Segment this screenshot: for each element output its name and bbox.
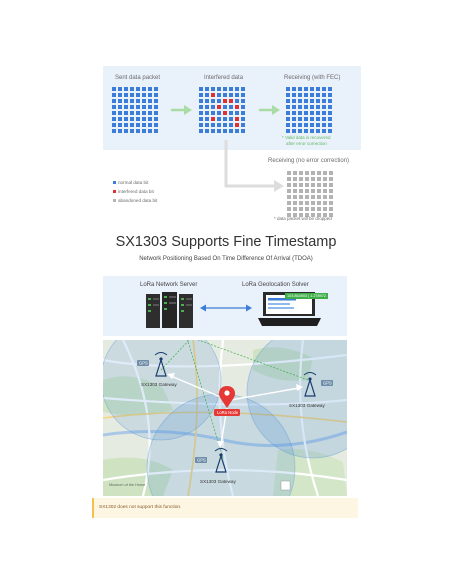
data-bit <box>293 171 297 175</box>
arrow-right-icon <box>258 103 282 117</box>
data-bit <box>199 87 203 91</box>
data-bit <box>287 183 291 187</box>
data-bit <box>199 93 203 97</box>
data-bit <box>229 87 233 91</box>
data-bit <box>223 99 227 103</box>
data-bit <box>154 117 158 121</box>
legend-interfered <box>113 189 154 194</box>
data-bit <box>310 123 314 127</box>
section-title: SX1303 Supports Fine Timestamp <box>115 234 337 250</box>
data-bit <box>292 111 296 115</box>
data-bit <box>154 99 158 103</box>
data-bit <box>205 87 209 91</box>
data-bit <box>323 195 327 199</box>
solver-coordinates-badge: 103.864903 | 1.278972 <box>287 294 326 298</box>
data-bit <box>287 189 291 193</box>
data-bit <box>112 129 116 133</box>
data-bit <box>199 117 203 121</box>
received-fec-grid <box>286 87 336 137</box>
data-bit <box>304 93 308 97</box>
data-bit <box>142 87 146 91</box>
no-fec-label: Receiving (no error correction) <box>268 158 350 164</box>
data-bit <box>317 195 321 199</box>
data-bit <box>299 171 303 175</box>
data-bit <box>286 111 290 115</box>
data-bit <box>148 129 152 133</box>
data-bit <box>241 123 245 127</box>
data-bit <box>235 93 239 97</box>
data-bit <box>118 129 122 133</box>
data-bit <box>317 189 321 193</box>
data-bit <box>311 177 315 181</box>
data-bit <box>299 207 303 211</box>
data-bit <box>112 105 116 109</box>
data-bit <box>304 99 308 103</box>
data-bit <box>205 117 209 121</box>
data-bit <box>323 177 327 181</box>
data-bit <box>293 201 297 205</box>
data-bit <box>304 111 308 115</box>
data-bit <box>142 111 146 115</box>
data-bit <box>154 93 158 97</box>
arrow-right-icon <box>170 103 194 117</box>
data-bit <box>310 105 314 109</box>
notice-banner <box>92 498 358 518</box>
data-bit <box>148 93 152 97</box>
server-label: LoRa Network Server <box>140 282 198 288</box>
data-bit <box>286 105 290 109</box>
data-bit <box>323 183 327 187</box>
data-bit <box>298 105 302 109</box>
data-bit <box>286 87 290 91</box>
data-bit <box>124 99 128 103</box>
data-bit <box>316 105 320 109</box>
data-bit <box>322 129 326 133</box>
data-bit <box>130 93 134 97</box>
data-bit <box>298 87 302 91</box>
sent-packet-label: Sent data packet <box>115 75 161 81</box>
data-bit <box>293 195 297 199</box>
data-bit <box>299 195 303 199</box>
data-bit <box>328 129 332 133</box>
data-bit <box>310 99 314 103</box>
data-bit <box>223 93 227 97</box>
data-bit <box>199 111 203 115</box>
data-bit <box>136 117 140 121</box>
data-bit <box>217 105 221 109</box>
data-bit <box>305 195 309 199</box>
data-bit <box>305 183 309 187</box>
data-bit <box>299 201 303 205</box>
data-bit <box>241 87 245 91</box>
data-bit <box>322 105 326 109</box>
data-bit <box>136 111 140 115</box>
data-bit <box>199 105 203 109</box>
data-bit <box>293 207 297 211</box>
data-bit <box>199 99 203 103</box>
data-bit <box>235 129 239 133</box>
data-bit <box>217 129 221 133</box>
gps-text: GPS <box>139 360 148 366</box>
data-bit <box>292 123 296 127</box>
data-bit <box>142 117 146 121</box>
data-bit <box>124 123 128 127</box>
data-bit <box>112 123 116 127</box>
gps-text: GPS <box>197 457 206 463</box>
data-bit <box>241 129 245 133</box>
data-bit <box>311 183 315 187</box>
legend-normal <box>113 180 148 185</box>
data-bit <box>317 177 321 181</box>
dropped-data-grid <box>287 171 337 221</box>
data-bit <box>311 189 315 193</box>
data-bit <box>310 129 314 133</box>
data-bit <box>211 87 215 91</box>
data-bit <box>329 171 333 175</box>
data-bit <box>311 195 315 199</box>
data-bit <box>328 123 332 127</box>
data-bit <box>317 207 321 211</box>
data-bit <box>328 93 332 97</box>
solver-label: LoRa Geolocation Solver <box>242 282 309 288</box>
data-bit <box>229 117 233 121</box>
data-bit <box>328 87 332 91</box>
fec-note-line1: * Valid data is recovered <box>282 135 331 140</box>
data-bit <box>298 99 302 103</box>
data-bit <box>217 93 221 97</box>
data-bit <box>124 117 128 121</box>
data-bit <box>130 87 134 91</box>
gateway-label: SX1303 Gateway <box>200 479 236 484</box>
data-bit <box>118 99 122 103</box>
data-bit <box>235 117 239 121</box>
data-bit <box>241 117 245 121</box>
data-bit <box>136 129 140 133</box>
data-bit <box>229 93 233 97</box>
data-bit <box>310 93 314 97</box>
interfered-data-label: Interfered data <box>204 75 244 81</box>
data-bit <box>286 99 290 103</box>
data-bit <box>154 123 158 127</box>
data-bit <box>286 129 290 133</box>
data-bit <box>322 99 326 103</box>
data-bit <box>316 129 320 133</box>
data-bit <box>316 93 320 97</box>
data-bit <box>298 123 302 127</box>
data-bit <box>154 87 158 91</box>
data-bit <box>329 177 333 181</box>
data-bit <box>148 105 152 109</box>
data-bit <box>329 195 333 199</box>
data-bit <box>148 87 152 91</box>
legend-interfered-label: interfered data bit <box>118 189 154 194</box>
data-bit <box>298 117 302 121</box>
data-bit <box>316 99 320 103</box>
data-bit <box>299 189 303 193</box>
data-bit <box>286 123 290 127</box>
data-bit <box>142 123 146 127</box>
data-bit <box>223 123 227 127</box>
data-bit <box>112 117 116 121</box>
legend-abandoned <box>113 198 157 203</box>
data-bit <box>316 87 320 91</box>
data-bit <box>328 105 332 109</box>
data-bit <box>287 171 291 175</box>
data-bit <box>241 111 245 115</box>
data-bit <box>211 117 215 121</box>
data-bit <box>211 93 215 97</box>
data-bit <box>136 105 140 109</box>
data-bit <box>323 207 327 211</box>
data-bit <box>292 93 296 97</box>
data-bit <box>322 117 326 121</box>
data-bit <box>322 111 326 115</box>
data-bit <box>299 183 303 187</box>
data-bit <box>199 123 203 127</box>
data-bit <box>305 171 309 175</box>
data-bit <box>223 117 227 121</box>
data-bit <box>217 111 221 115</box>
data-bit <box>299 177 303 181</box>
data-bit <box>322 87 326 91</box>
data-bit <box>235 111 239 115</box>
data-bit <box>112 99 116 103</box>
map-canvas <box>103 340 347 496</box>
data-bit <box>136 87 140 91</box>
data-bit <box>298 93 302 97</box>
data-bit <box>322 93 326 97</box>
data-bit <box>286 117 290 121</box>
data-bit <box>124 129 128 133</box>
data-bit <box>205 99 209 103</box>
data-bit <box>229 105 233 109</box>
data-bit <box>229 99 233 103</box>
data-bit <box>235 99 239 103</box>
data-bit <box>217 99 221 103</box>
data-bit <box>205 111 209 115</box>
data-bit <box>304 117 308 121</box>
data-bit <box>217 123 221 127</box>
data-bit <box>293 189 297 193</box>
data-bit <box>118 123 122 127</box>
data-bit <box>323 171 327 175</box>
data-bit <box>316 111 320 115</box>
data-bit <box>118 87 122 91</box>
data-bit <box>124 105 128 109</box>
interfered-data-grid <box>199 87 249 137</box>
gateway-label: SX1303 Gateway <box>141 382 177 387</box>
legend-abandoned-label: abandoned data bit <box>118 198 158 203</box>
data-bit <box>154 111 158 115</box>
data-bit <box>205 105 209 109</box>
data-bit <box>223 87 227 91</box>
normal-bit-swatch <box>113 181 116 184</box>
data-bit <box>205 93 209 97</box>
data-bit <box>241 99 245 103</box>
gps-text: GPS <box>323 380 332 386</box>
notice-text: SX1302 does not support this function. <box>99 505 182 510</box>
data-bit <box>136 93 140 97</box>
data-bit <box>311 201 315 205</box>
data-bit <box>136 123 140 127</box>
data-bit <box>304 123 308 127</box>
data-bit <box>328 99 332 103</box>
data-bit <box>329 183 333 187</box>
data-bit <box>142 93 146 97</box>
data-bit <box>287 177 291 181</box>
data-bit <box>148 123 152 127</box>
data-bit <box>124 111 128 115</box>
node-label: LoRa Node <box>217 410 239 415</box>
data-bit <box>130 129 134 133</box>
data-bit <box>229 123 233 127</box>
data-bit <box>241 105 245 109</box>
data-bit <box>304 87 308 91</box>
data-bit <box>112 111 116 115</box>
data-bit <box>317 201 321 205</box>
data-bit <box>130 99 134 103</box>
data-bit <box>287 195 291 199</box>
data-bit <box>292 117 296 121</box>
data-bit <box>310 111 314 115</box>
data-bit <box>124 93 128 97</box>
data-bit <box>310 87 314 91</box>
data-bit <box>311 207 315 211</box>
data-bit <box>118 117 122 121</box>
data-bit <box>211 99 215 103</box>
no-correction-connector-icon <box>222 140 286 196</box>
data-bit <box>317 183 321 187</box>
data-bit <box>205 129 209 133</box>
data-bit <box>217 87 221 91</box>
fec-note-line2: after error correction <box>286 141 327 146</box>
data-bit <box>205 123 209 127</box>
data-bit <box>292 129 296 133</box>
data-bit <box>316 117 320 121</box>
data-bit <box>211 129 215 133</box>
data-bit <box>311 171 315 175</box>
data-bit <box>317 171 321 175</box>
interfered-bit-swatch <box>113 190 116 193</box>
server-rack-icon <box>144 290 196 330</box>
data-bit <box>130 105 134 109</box>
data-bit <box>292 105 296 109</box>
data-bit <box>130 111 134 115</box>
data-bit <box>217 117 221 121</box>
data-bit <box>235 123 239 127</box>
data-bit <box>148 99 152 103</box>
data-bit <box>323 201 327 205</box>
map-control-icon <box>281 481 290 490</box>
data-bit <box>142 99 146 103</box>
data-bit <box>124 87 128 91</box>
bidirectional-arrow-icon <box>199 303 253 313</box>
data-bit <box>292 87 296 91</box>
data-bit <box>223 105 227 109</box>
data-bit <box>287 207 291 211</box>
data-bit <box>118 93 122 97</box>
section-subtitle: Network Positioning Based On Time Difference Of Arrival (TDOA) <box>139 256 313 262</box>
received-fec-label: Receiving (with FEC) <box>284 75 341 81</box>
data-bit <box>310 117 314 121</box>
data-bit <box>322 123 326 127</box>
data-bit <box>118 105 122 109</box>
data-bit <box>229 129 233 133</box>
data-bit <box>112 93 116 97</box>
data-bit <box>298 111 302 115</box>
tdoa-map <box>103 340 347 496</box>
data-bit <box>292 99 296 103</box>
data-bit <box>287 201 291 205</box>
data-bit <box>211 123 215 127</box>
data-bit <box>329 189 333 193</box>
data-bit <box>118 111 122 115</box>
data-bit <box>298 129 302 133</box>
data-bit <box>328 117 332 121</box>
gateway-label: SX1303 Gateway <box>289 403 325 408</box>
data-bit <box>286 93 290 97</box>
data-bit <box>235 105 239 109</box>
data-bit <box>211 105 215 109</box>
data-bit <box>148 111 152 115</box>
data-bit <box>305 207 309 211</box>
data-bit <box>154 129 158 133</box>
place-label: Museum of the Home <box>109 483 146 487</box>
data-bit <box>305 177 309 181</box>
data-bit <box>112 87 116 91</box>
data-bit <box>316 123 320 127</box>
data-bit <box>293 183 297 187</box>
data-bit <box>305 189 309 193</box>
data-bit <box>329 201 333 205</box>
data-bit <box>293 177 297 181</box>
abandoned-bit-swatch <box>113 199 116 202</box>
data-bit <box>211 111 215 115</box>
data-bit <box>323 189 327 193</box>
data-bit <box>223 111 227 115</box>
data-bit <box>304 129 308 133</box>
legend-normal-label: normal data bit <box>118 180 149 185</box>
data-bit <box>241 93 245 97</box>
data-bit <box>235 87 239 91</box>
data-bit <box>199 129 203 133</box>
data-bit <box>136 99 140 103</box>
data-bit <box>304 105 308 109</box>
sent-packet-grid <box>112 87 162 137</box>
data-bit <box>154 105 158 109</box>
data-bit <box>328 111 332 115</box>
data-bit <box>130 117 134 121</box>
data-bit <box>142 105 146 109</box>
data-bit <box>148 117 152 121</box>
data-bit <box>329 207 333 211</box>
data-bit <box>223 129 227 133</box>
data-bit <box>305 201 309 205</box>
data-bit <box>229 111 233 115</box>
data-bit <box>142 129 146 133</box>
drop-note: * data packet will be dropped <box>274 216 332 221</box>
data-bit <box>130 123 134 127</box>
